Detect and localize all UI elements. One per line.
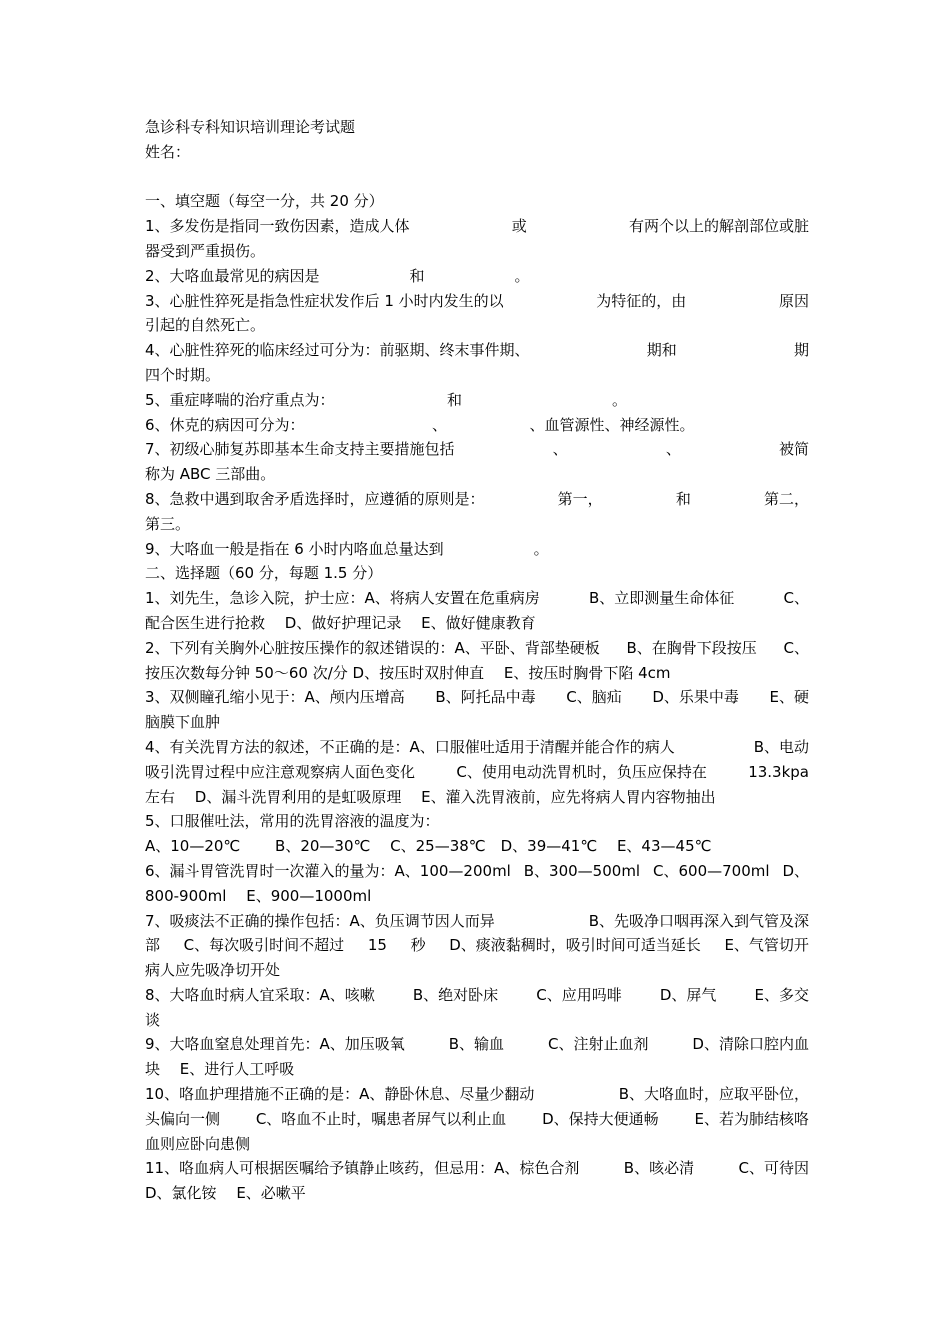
text-segment: 脑膜下血肿	[145, 713, 221, 732]
fill-q9	[145, 537, 809, 562]
text-segment: 1、多发伤是指同一致伤因素，造成人体	[145, 217, 410, 236]
fill-q5	[145, 388, 809, 413]
text-segment: B、绝对卧床	[412, 985, 499, 1004]
text-segment: 2、大咯血最常见的病因是 和 。	[145, 266, 530, 285]
text-segment: 2、下列有关胸外心脏按压操作的叙述错误的：A、平卧、背部垫硬板	[145, 638, 600, 657]
fill-q3-b	[145, 313, 809, 338]
text-segment: 13.3kpa	[748, 762, 809, 781]
text-segment: C、每次吸引时间不超过	[183, 936, 345, 955]
text-segment: 5、重症哮喘的治疗重点为： 和 。	[145, 390, 628, 409]
text-segment: 期	[793, 341, 809, 360]
text-segment: B、立即测量生命体征	[589, 589, 735, 608]
choice-q9-b	[145, 1057, 809, 1082]
text-segment: 左右 D、漏斗洗胃利用的是虹吸原理 E、灌入洗胃液前，应先将病人胃内容物抽出	[145, 787, 716, 806]
text-segment: 7、吸痰法不正确的操作包括：A、负压调节因人而异	[145, 911, 495, 930]
choice-q10-a	[145, 1082, 809, 1107]
text-segment: 11、咯血病人可根据医嘱给予镇静止咳药，但忌用：A、棕色合剂	[145, 1159, 580, 1178]
choice-heading	[145, 561, 809, 586]
text-segment: 15	[367, 936, 387, 955]
text-segment: 块 E、进行人工呼吸	[145, 1060, 295, 1079]
text-segment: 3、心脏性猝死是指急性症状发作后 1 小时内发生的以	[145, 291, 504, 310]
text-segment: E、若为肺结核咯	[694, 1109, 809, 1128]
text-segment: D、痰液黏稠时，吸引时间可适当延长	[449, 936, 701, 955]
text-segment: E、硬	[769, 688, 809, 707]
choice-q2-b	[145, 661, 809, 686]
fill-q6	[145, 413, 809, 438]
fill-q4-a	[145, 338, 809, 363]
text-segment: 6、漏斗胃管洗胃时一次灌入的量为：A、100—200ml	[145, 861, 511, 880]
text-segment: 部	[145, 936, 161, 955]
text-segment: 秒	[410, 936, 426, 955]
text-segment: 被简	[778, 440, 809, 459]
choice-q5-a	[145, 809, 809, 834]
fill-q7-b	[145, 462, 809, 487]
text-segment: B、阿托品中毒	[435, 688, 536, 707]
text-segment: 5、口服催吐法，常用的洗胃溶液的温度为：	[145, 812, 440, 831]
text-segment: 9、大咯血窒息处理首先：A、加压吸氧	[145, 1035, 405, 1054]
choice-q5-b	[145, 834, 809, 859]
text-segment: 器受到严重损伤。	[145, 241, 266, 260]
text-segment: C、应用吗啡	[536, 985, 622, 1004]
text-segment: C、注射止血剂	[547, 1035, 649, 1054]
text-segment: E、气管切开	[724, 936, 809, 955]
text-segment: 为特征的，由	[596, 291, 687, 310]
choice-q6-a	[145, 859, 809, 884]
choice-q2-a	[145, 636, 809, 661]
text-segment: B、电动	[753, 737, 809, 756]
text-segment: 800-900ml E、900—1000ml	[145, 886, 372, 905]
text-segment: 、	[552, 440, 568, 459]
text-segment: 二、选择题（60 分，每题 1.5 分）	[145, 564, 383, 583]
fill-heading	[145, 189, 809, 214]
text-segment: 引起的自然死亡。	[145, 316, 266, 335]
name-label: 姓名：	[145, 142, 191, 161]
choice-q11-b	[145, 1181, 809, 1206]
text-segment: 期和	[646, 341, 677, 360]
text-segment: C、600—700ml	[653, 861, 770, 880]
text-segment: D、屏气	[659, 985, 717, 1004]
choice-q11-a	[145, 1156, 809, 1181]
text-segment: B、在胸骨下段按压	[626, 638, 757, 657]
text-segment: 病人应先吸净切开处	[145, 961, 281, 980]
choice-q4-a	[145, 735, 809, 760]
text-segment: 6、休克的病因可分为： 、 、血管源性、神经源性。	[145, 415, 695, 434]
question-lines	[145, 189, 809, 1206]
choice-q7-b	[145, 933, 809, 958]
fill-q1-b	[145, 239, 809, 264]
text-segment: 四个时期。	[145, 365, 221, 384]
text-segment: C、咯血不止时，嘱患者屏气以利止血	[255, 1109, 507, 1128]
text-segment: 10、咯血护理措施不正确的是：A、静卧休息、尽量少翻动	[145, 1085, 535, 1104]
text-segment: C、	[783, 589, 809, 608]
text-segment: 4、心脏性猝死的临床经过可分为：前驱期、终末事件期、	[145, 341, 530, 360]
text-segment: 按压次数每分钟 50～60 次/分 D、按压时双肘伸直 E、按压时胸骨下陷 4cm	[145, 663, 671, 682]
text-segment: 头偏向一侧	[145, 1109, 221, 1128]
text-segment: 谈	[145, 1010, 161, 1029]
text-segment: 有两个以上的解剖部位或脏	[628, 217, 809, 236]
choice-q7-a	[145, 909, 809, 934]
blank-line	[145, 165, 809, 190]
text-segment: D、乐果中毒	[652, 688, 739, 707]
choice-q4-b	[145, 760, 809, 785]
text-segment: 配合医生进行抢救 D、做好护理记录 E、做好健康教育	[145, 613, 536, 632]
fill-q8-b	[145, 512, 809, 537]
fill-q1-a	[145, 214, 809, 239]
text-segment: D、氯化铵 E、必嗽平	[145, 1184, 306, 1203]
text-segment: 一、填空题（每空一分，共 20 分）	[145, 192, 384, 211]
text-segment: 原因	[778, 291, 809, 310]
text-segment: A、10—20℃ B、20—30℃ C、25—38℃ D、39—41℃ E、43—45℃	[145, 837, 712, 856]
page-title: 急诊科专科知识培训理论考试题	[145, 118, 356, 136]
text-segment: D、保持大便通畅	[542, 1109, 659, 1128]
text-segment: 3、双侧瞳孔缩小见于：A、颅内压增高	[145, 688, 405, 707]
text-segment: 、	[665, 440, 681, 459]
choice-q8-a	[145, 983, 809, 1008]
text-segment: 第二，	[763, 489, 809, 508]
text-segment: 称为 ABC 三部曲。	[145, 465, 276, 484]
fill-q3-a	[145, 289, 809, 314]
text-segment: C、	[783, 638, 809, 657]
choice-q1-b	[145, 611, 809, 636]
fill-q4-b	[145, 363, 809, 388]
exam-page	[145, 115, 809, 1206]
text-segment: 第三。	[145, 514, 191, 533]
fill-q7-a	[145, 437, 809, 462]
choice-q6-b	[145, 884, 809, 909]
text-segment: D、	[782, 861, 809, 880]
text-segment: 和	[675, 489, 691, 508]
choice-q4-c	[145, 785, 809, 810]
text-segment: 4、有关洗胃方法的叙述，不正确的是：A、口服催吐适用于清醒并能合作的病人	[145, 737, 675, 756]
text-segment: 血则应卧向患侧	[145, 1134, 251, 1153]
text-segment: B、输血	[448, 1035, 505, 1054]
fill-q2	[145, 264, 809, 289]
text-segment: B、300—500ml	[523, 861, 641, 880]
text-segment: C、使用电动洗胃机时，负压应保持在	[456, 762, 707, 781]
text-segment: 1、刘先生，急诊入院，护士应：A、将病人安置在危重病房	[145, 589, 540, 608]
choice-q1-a	[145, 586, 809, 611]
choice-q7-c	[145, 958, 809, 983]
text-segment: B、大咯血时，应取平卧位，	[618, 1085, 809, 1104]
text-segment: B、先吸净口咽再深入到气管及深	[588, 911, 809, 930]
text-segment: 9、大咯血一般是指在 6 小时内咯血总量达到 。	[145, 539, 549, 558]
text-segment: C、脑疝	[566, 688, 622, 707]
text-segment: B、咳必清	[623, 1159, 695, 1178]
text-segment: 或	[511, 217, 527, 236]
text-segment: C、可待因	[738, 1159, 809, 1178]
choice-q10-b	[145, 1107, 809, 1132]
text-segment: 吸引洗胃过程中应注意观察病人面色变化	[145, 762, 416, 781]
text-segment: 8、大咯血时病人宜采取：A、咳嗽	[145, 985, 375, 1004]
choice-q10-c	[145, 1132, 809, 1157]
fill-q8-a	[145, 487, 809, 512]
text-segment: D、清除口腔内血	[692, 1035, 809, 1054]
choice-q3-a	[145, 685, 809, 710]
text-segment: 8、急救中遇到取舍矛盾选择时，应遵循的原则是：	[145, 489, 485, 508]
choice-q9-a	[145, 1032, 809, 1057]
text-segment: 7、初级心肺复苏即基本生命支持主要措施包括	[145, 440, 455, 459]
text-segment: E、多交	[754, 985, 809, 1004]
text-segment: 第一，	[557, 489, 603, 508]
choice-q8-b	[145, 1008, 809, 1033]
choice-q3-b	[145, 710, 809, 735]
